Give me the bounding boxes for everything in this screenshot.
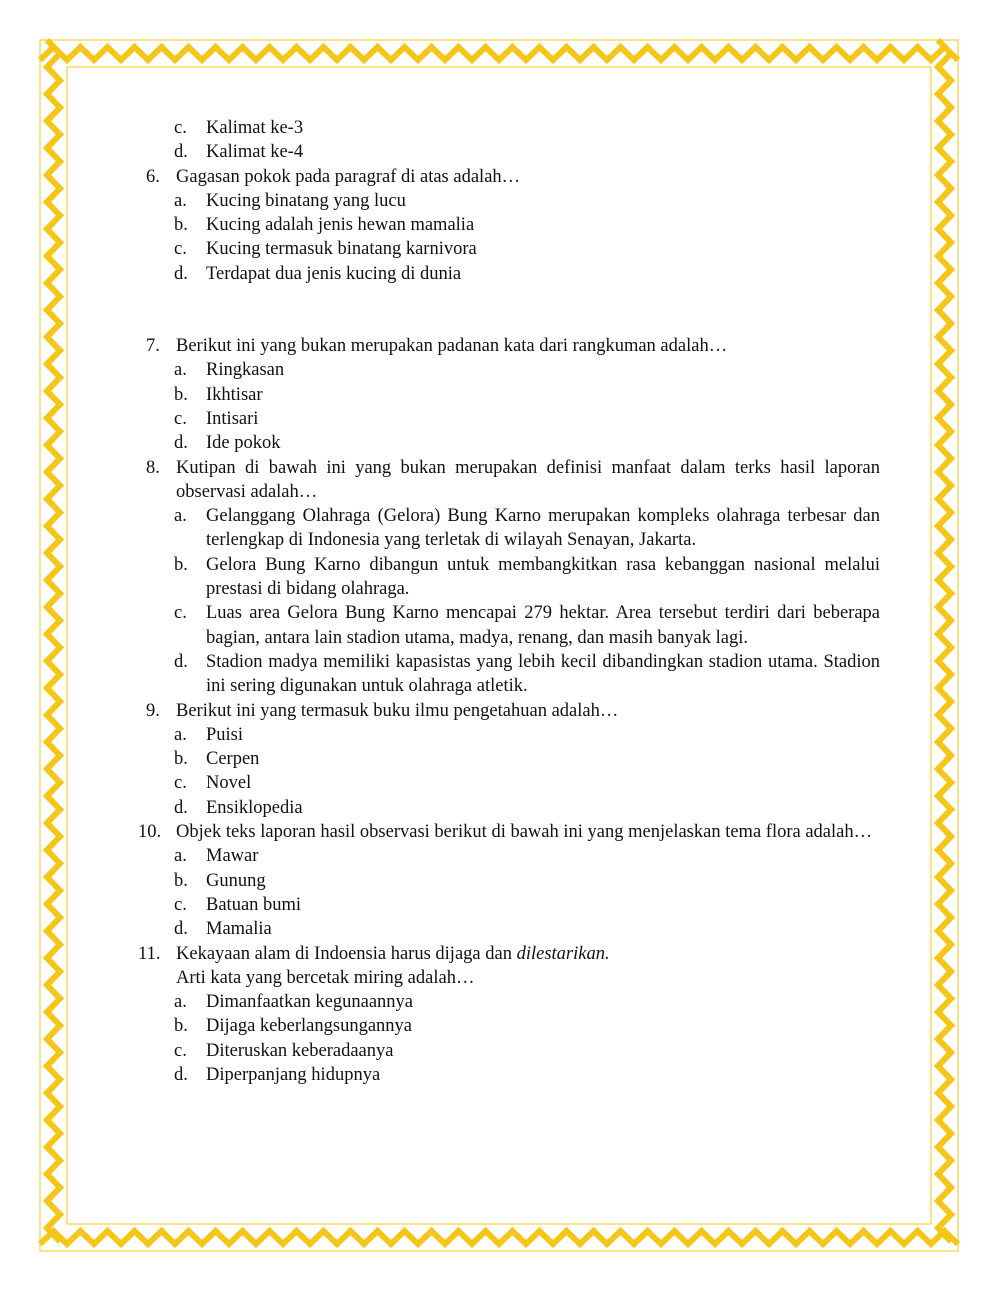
option-q10-a <box>146 844 880 868</box>
option-q9-c <box>146 771 880 795</box>
option-letter: c. <box>174 773 187 794</box>
option-letter: c. <box>174 118 187 138</box>
chevron-zigzag-line <box>938 40 951 1242</box>
option-letter: a. <box>174 190 187 211</box>
option-q11-b <box>146 1014 880 1038</box>
option-letter: a. <box>174 360 187 381</box>
option-letter: a. <box>174 724 187 745</box>
option-text: Cerpen <box>206 749 260 770</box>
option-letter: c. <box>174 894 187 915</box>
option-letter: d. <box>174 919 188 940</box>
option-text: Gelora Bung Karno dibangun untuk membangkitkan rasa kebanggan nasional melalui prestasi di bidang olahraga. <box>206 554 880 600</box>
option-letter: d. <box>174 433 188 454</box>
option-letter: a. <box>174 846 187 867</box>
question-number: 6. <box>146 166 160 187</box>
option-q6-d <box>146 262 880 286</box>
option-text: Batuan bumi <box>206 894 302 915</box>
option-letter: b. <box>174 870 188 891</box>
option-q8-b <box>146 553 880 602</box>
option-text: Ikhtisar <box>206 384 263 405</box>
option-text: Diteruskan keberadaanya <box>206 1040 394 1061</box>
option-text: Ensiklopedia <box>206 797 303 818</box>
border-left-chevrons <box>47 40 60 1242</box>
question-text: Objek teks laporan hasil observasi berikut di bawah ini yang menjelaskan tema flora adalah… <box>176 822 873 843</box>
option-text: Intisari <box>206 408 259 429</box>
option-letter: b. <box>174 215 188 236</box>
option-q7-b <box>146 383 880 407</box>
question-8 <box>146 456 880 505</box>
question-9 <box>146 699 880 723</box>
option-letter: a. <box>174 992 187 1013</box>
option-q8-c <box>146 601 880 650</box>
border-right-chevrons <box>938 40 951 1242</box>
option-text: Terdapat dua jenis kucing di dunia <box>206 263 462 284</box>
option-q7-c <box>146 407 880 431</box>
option-letter: c. <box>174 408 187 429</box>
chevron-zigzag-line <box>40 47 958 60</box>
option-q7-d <box>146 431 880 455</box>
option-letter: a. <box>174 506 187 527</box>
option-q11-d <box>146 1063 880 1087</box>
question-11-subtext: Arti kata yang bercetak miring adalah… <box>176 967 475 988</box>
option-letter: c. <box>174 239 187 260</box>
option-text: Diperpanjang hidupnya <box>206 1064 381 1085</box>
question-number: 7. <box>146 336 160 357</box>
option-q9-a <box>146 723 880 747</box>
option-text: Mamalia <box>206 919 272 940</box>
option-text: Kucing binatang yang lucu <box>206 190 406 211</box>
question-text: Berikut ini yang bukan merupakan padanan kata dari rangkuman adalah… <box>176 336 728 357</box>
border-top-chevrons <box>40 47 958 60</box>
option-text: Dimanfaatkan kegunaannya <box>206 992 414 1013</box>
option-q6-b <box>146 213 880 237</box>
question-number: 8. <box>146 457 160 478</box>
option-text: Ide pokok <box>206 433 281 454</box>
option-text: Stadion madya memiliki kapasistas yang lebih kecil dibandingkan stadion utama. Stadion ini sering digunakan untuk olahraga atletik. <box>206 651 880 697</box>
chevron-zigzag-line <box>40 1231 958 1244</box>
option-q7-a <box>146 358 880 382</box>
question-number: 9. <box>146 700 160 721</box>
option-q5-c <box>146 116 880 140</box>
question-6 <box>146 165 880 189</box>
question-7 <box>146 334 880 358</box>
option-text: Mawar <box>206 846 259 867</box>
option-letter: b. <box>174 554 188 575</box>
option-letter: d. <box>174 651 188 672</box>
option-letter: b. <box>174 749 188 770</box>
option-q9-b <box>146 747 880 771</box>
option-text: Puisi <box>206 724 244 745</box>
option-q6-a <box>146 189 880 213</box>
question-10 <box>138 820 880 844</box>
question-text: Gagasan pokok pada paragraf di atas adalah… <box>176 166 521 187</box>
option-text: Dijaga keberlangsungannya <box>206 1016 412 1037</box>
option-text: Ringkasan <box>206 360 285 381</box>
option-text: Gunung <box>206 870 266 891</box>
spacer <box>146 286 880 334</box>
option-letter: d. <box>174 1064 188 1085</box>
option-text: Kucing termasuk binatang karnivora <box>206 239 477 260</box>
border-bottom-chevrons <box>40 1231 958 1244</box>
option-text: Novel <box>206 773 252 794</box>
question-text: Kekayaan alam di Indoensia harus dijaga dan <box>176 943 517 964</box>
option-letter: d. <box>174 142 188 163</box>
option-letter: d. <box>174 797 188 818</box>
option-letter: c. <box>174 603 187 624</box>
option-letter: b. <box>174 1016 188 1037</box>
option-letter: d. <box>174 263 188 284</box>
option-q6-c <box>146 237 880 261</box>
option-q5-d <box>146 140 880 164</box>
option-text: Kalimat ke-3 <box>206 118 304 138</box>
option-q11-c <box>146 1039 880 1063</box>
option-text: Kucing adalah jenis hewan mamalia <box>206 215 475 236</box>
option-q8-d <box>146 650 880 699</box>
option-letter: b. <box>174 384 188 405</box>
option-q10-b <box>146 869 880 893</box>
option-q10-d <box>146 917 880 941</box>
question-number: 10. <box>138 822 162 843</box>
option-q10-c <box>146 893 880 917</box>
question-11 <box>138 942 880 966</box>
question-text: Berikut ini yang termasuk buku ilmu pengetahuan adalah… <box>176 700 619 721</box>
option-text: Luas area Gelora Bung Karno mencapai 279 hektar. Area tersebut terdiri dari beberapa bagian, antara lain stadion utama, madya, renang, dan masih banyak lagi. <box>206 603 880 648</box>
option-q11-a <box>146 990 880 1014</box>
option-q8-a <box>146 504 880 553</box>
question-italic-word: dilestarikan. <box>516 943 610 964</box>
option-q9-d <box>146 796 880 820</box>
worksheet-content <box>138 116 880 1087</box>
question-number: 11. <box>138 943 161 964</box>
question-text: Kutipan di bawah ini yang bukan merupakan definisi manfaat dalam terks hasil laporan observasi adalah… <box>176 457 880 502</box>
option-text: Gelanggang Olahraga (Gelora) Bung Karno merupakan kompleks olahraga terbesar dan terlengkap di Indonesia yang terletak di wilayah Senayan, Jakarta. <box>206 506 880 551</box>
option-letter: c. <box>174 1040 187 1061</box>
chevron-zigzag-line <box>47 40 60 1242</box>
option-text: Kalimat ke-4 <box>206 142 304 163</box>
